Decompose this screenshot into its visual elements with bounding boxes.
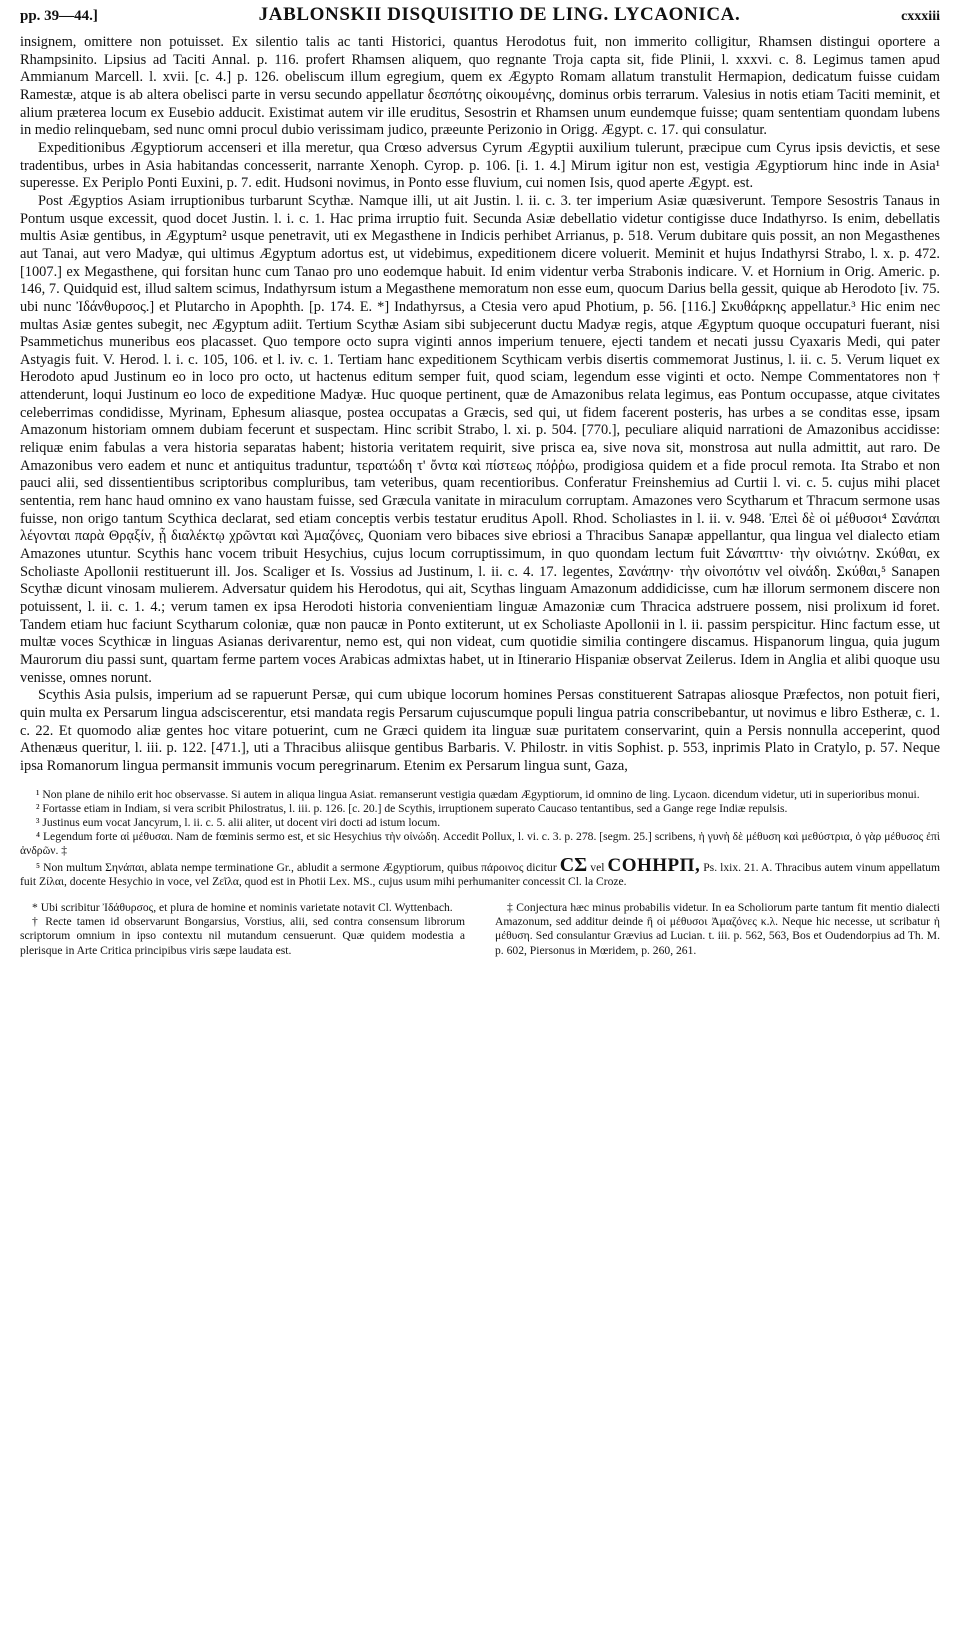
footnote-5-text: Ps. lxix. 21. A. Thracibus autem vinum appellatum fuit Ζίλαι, docente Hesychio in voce, vel Ζεῖλα, quod est in Photii Lex. MS., cujus usum mihi perhumaniter concessit Cl. la Croze. — [20, 861, 940, 889]
editor-note: * Ubi scribitur Ἰδάθυρσος, et plura de homine et nominis varietate notavit Cl. Wyttenbach. — [32, 901, 453, 915]
coptic-word: COHHPΠ, — [607, 855, 701, 877]
coptic-word: CΣ — [559, 854, 588, 877]
page — [20, 4, 940, 958]
footnote-5-text: ⁵ Non multum Σηνάπαι, ablata nempe terminatione Gr., abludit a sermone Ægyptiorum, quibus πάροινος dicitur — [36, 861, 557, 875]
page-range: pp. 39—44.] — [20, 8, 98, 24]
footnotes — [20, 788, 940, 890]
footnote: ² Fortasse etiam in Indiam, si vera scribit Philostratus, l. iii. p. 126. [c. 20.] de Scythis, irruptionem superato Caucaso tentantibus, sed a Gange rege Indiæ repulsis. — [36, 801, 788, 815]
footnote: ⁴ Legendum forte αἱ μέθυσαι. Nam de fœminis sermo est, et sic Hesychius τὴν οἰνώδη. Accedit Pollux, l. vi. c. 3. p. 278. [segm. 25.] scribens, ἡ γυνὴ δὲ μέθυση καὶ μεθύστρια, ὁ γὰρ μέθυσος ἐπὶ ἀνδρῶν. ‡ — [20, 829, 940, 857]
paragraph: Post Ægyptios Asiam irruptionibus turbarunt Scythæ. Namque illi, ut ait Justin. l. ii. c. 3. ter imperium Asiæ quæsiverunt. Tempore Sesostris Tanaus in Pontum usque excessit, quod docet Justin. l. i. c. 1. Hac prima irruptio fuit. Secunda Asiæ debellatio videtur contigisse duce Indathyrso. Is enim, debellatis multis Asiæ gentibus, in Ægyptum² usque penetravit, uti ex Megasthene in Indicis perhibet Arrianus, p. 518. Verum dubitare quis possit, an non Megasthenes aut Tanai, aut vero Madyæ, qui ultimus Ægyptum adortus est, ut videbimus, expeditionem dicere voluerit. Meminit et hujus Indathyrsi Strabo, l. x. p. 472. [1007.] ex Megasthene, qui forsitan hunc cum Tanao pro uno eodemque habuit. Id enim videntur verba Strabonis indicare. V. et Hornium in Orig. Americ. p. 146, 7. Quidquid est, illud saltem scimus, Indathyrsum istum a Megasthene memoratum non esse eum, quocum Darius bella gessit, quique ab Herodoto [iv. 75. ubi nunc Ἰδάνθυρσος.] et Plutarcho in Apophth. [p. 174. E. *] Indathyrsus, a Ctesia vero apud Photium, p. 56. [116.] Σκυθάρκης appellatur.³ Hic enim nec multas Asiæ gentes subegit, nec Ægyptum adiit. Tertium Scythæ Asiam sibi subjecerunt ductu Madyæ regis, atque Ægyptum quoque occupaturi fuerant, nisi Psammetichus muneribus eos placasset. Quo tempore octo supra viginti annos imperium tenuere, ejecti tandem et necati jussu Cyaxaris Medi, qui pater Astyagis fuit. V. Herod. l. i. c. 105, 106. et l. iv. c. 1. Tertiam hanc expeditionem Scythicam verbis disertis commemorat Justinus, l. ii. c. 5. Verum liquet ex Herodoto apud Justinum eo in loco pro octo, ut hactenus editum semper fuit, quod sciam, legendum esse viginti et octo. Nempe Commentatores non † attenderunt, loqui Justinum eo loco de expeditione Madyæ. Huc quoque pertinent, quæ de Amazonibus relata legimus, eas Pontum occupasse, atque civitates celeberrimas condidisse, Myrinam, Ephesum aliasque, postea occupatas a Græcis, sed qui, ut fidem facerent posteris, has urbes a se conditas esse, ipsam Amazonum historiam omnem dubiam fecerunt et suspectam. Hinc scribit Strabo, l. xi. p. 504. [770.], peculiare aliquid narrationi de Amazonibus accidisse: reliquæ enim fabulas a vera historia separatas habent; historia veritatem requirit, sive prisca ea, sive nova sit, monstrosa aut nulla admittit, aut raro. De Amazonibus vero eadem et nunc et antiquitus traduntur, τερατώδη τ' ὄντα καὶ πίστεως πόῤῥω, prodigiosa quidem et a fide procul remota. Ita Strabo et non pauci alii, sed dissentientibus scriptoribus compluribus, tam veteribus, quam recentioribus. Conferatur Freinshemius ad Curtii l. vi. c. 5. cujus mihi placet sententia, rem hanc haud omnino ex vano haustam fuisse, sed Græcula vanitate in miraculum corruptam. Amazones vero Scytharum et Thracum sermone usas fuisse, non origo tantum Scythica declarat, sed etiam conceptis verbis testatur eruditus Apoll. Rhod. Scholiastes in l. ii. v. 948. Ἐπεὶ δὲ οἱ μέθυσοι⁴ Σανάπαι λέγονται παρὰ Θρᾳξίν, ᾗ διαλέκτῳ χρῶνται καὶ Ἀμαζόνες, Quoniam vero bibaces sive ebriosi a Thracibus Sanapæ appellantur, qua lingua vel dialecto etiam Amazones utuntur. Scythis hanc vocem tribuit Hesychius, cujus locum corruptissimum, in quo quondam lectum fuit Σάναπτιν· τὴν οἰνιώτην. Σκύθαι, ex Scholiaste Apollonii restituerunt ill. Jos. Scaliger et Is. Vossius ad Justinum, l. ii. c. 4. 17. legentes, Σανάπην· τὴν οἰνοπότιν vel οἰνάδη. Σκύθαι,⁵ Sanapen Scythæ dicunt vinosam mulierem. Adversatur quidem his Herodotus, qui ait, Scythas linguam Amazonum addidicisse, cum hæ illorum sermonem discere non potuissent, l. ii. c. 1. 4.; verum tamen ex ipsa Herodoti historia convenientiam linguæ Amazoniæ cum Thracica adstruere possem, nisi prolixum id foret. Tandem etiam huc faciunt Scytharum coloniæ, quæ non paucæ in Ponto extiterunt, ut ex Scholiaste Apollonii in l. ii. passim perspicitur. Hinc factum esse, ut multæ voces Scythicæ in linguas Asianas derivarentur, nemo est, qui non videat, cum quotidie similia contingere discamus. Hispanorum lingua, quia jugum Maurorum diu passi sunt, quartam ferme partem voces Arabicas admixtas habet, ut in Itinerario Hispaniæ observat Zeilerus. Idem in Anglia et alibi quoque usu venisse, omnes norunt. — [20, 192, 940, 686]
paragraph: Scythis Asia pulsis, imperium ad se rapuerunt Persæ, qui cum ubique locorum homines Persas constituerent Satrapas aliosque Præfectos, non potuit fieri, quin multa ex Persarum lingua adsciscerentur, etsi mandata regis Persarum cujuscumque populi lingua patria conscribebantur, ut novimus e libro Estheræ, c. 1. c. 22. Et quomodo aliæ gentes hoc vitare potuerint, cum ne Græci quidem ita linguæ suæ puritatem conservarint, quin a Persis nonnulla acceperint, quod Athenæus queritur, l. iii. p. 122. [471.], uti a Thracibus aliisque gentibus Barbaris. V. Philostr. in vitis Sophist. p. 553, inprimis Plato in Cratylo, p. 57. Neque ipsa Romanorum lingua permansit immunis vocum peregrinarum. Etenim ex Persarum lingua sunt, Gaza, — [20, 687, 940, 774]
footnote: ³ Justinus eum vocat Jancyrum, l. ii. c. 5. alii aliter, ut docent viri docti ad istum locum. — [36, 815, 441, 829]
running-title: JABLONSKII DISQUISITIO DE LING. LYCAONICA. — [258, 4, 741, 25]
footnote: ¹ Non plane de nihilo erit hoc observasse. Si autem in aliqua lingua Asiat. remanserunt vestigia quædam Ægyptiorum, id omnino de ling. Lycaon. dicendum videtur, uti in superioribus monui. — [36, 787, 920, 801]
running-header — [20, 4, 940, 34]
footnote-5-vel: vel — [590, 861, 605, 875]
paragraph: Expeditionibus Ægyptiorum accenseri et illa meretur, qua Crœso adversus Cyrum Ægyptii auxilium tulerunt, præcipue cum Cyrus ipsis devictis, et sese tradentibus, urbes in Asia habitandas concesserit, narrante Xenoph. Cyrop. p. 106. [i. 1. 4.] Mirum igitur non est, vestigia Ægyptiorum hinc inde in Asia¹ superesse. Ex Periplo Ponti Euxini, p. 7. edit. Hudsoni novimus, in Ponto esse fluvium, cui nomen Isis, quod aperte Ægypt. est. — [20, 139, 940, 192]
editor-notes-left — [20, 901, 465, 957]
footnote-5 — [20, 854, 940, 889]
page-number: cxxxiii — [901, 9, 940, 24]
paragraph: insignem, omittere non potuisset. Ex silentio talis ac tanti Historici, quantus Herodotus fuit, non immerito colligitur, Rhamsen distingui oportere a Rhampsinito. Lipsius ad Taciti Annal. p. 116. profert Rhamsen aliquem, quo regnante Troja capta sit, fide Plinii, l. xxxvi. c. 8. Legimus tamen apud Ammianum Marcell. l. xvii. [c. 4.] p. 126. obeliscum illum egregium, quem ex Ægypto Romam allatum transtulit Hermapion, dedicatum fuisse cuidam Ramestæ, atque is ab altera obelisci parte in versu secundo appellatur δεσπότης οἰκουμένης, dominus orbis terrarum. Valesius in notis etiam Taciti meminit, et alium præterea locum ex Eusebio adducit. Existimat autem vir ille eruditus, Sesostrin et Rhamsen unum eundemque fuisse; quam sententiam quondam lubens in medio relinquebam, sed nunc omni procul dubio verissimam judico, præeunte Perizonio in Origg. Ægypt. c. 17. qui consulatur. — [20, 34, 940, 139]
editor-note: † Recte tamen id observarunt Bongarsius, Vorstius, alii, sed contra consensum librorum scriptorum omnium in ipso contextu nil mutandum censuerunt. Quæ quidem modestia a plerisque in Arte Critica principibus viris sæpe laudata est. — [20, 915, 465, 957]
editor-notes — [20, 901, 940, 957]
main-text — [20, 34, 940, 776]
editor-notes-right — [495, 901, 940, 957]
editor-note: ‡ Conjectura hæc minus probabilis videtur. In ea Scholiorum parte tantum fit mentio dialecti Amazonum, sed additur deinde ἢ οἱ μέθυσοι Ἀμαζόνες κ.λ. Neque hic necesse, ut scribatur ἡ μέθυση. Sed consulantur Grævius ad Lucian. t. iii. p. 562, 563, Bos et Oudendorpius ad Th. M. p. 602, Piersonus in Mœridem, p. 260, 261. — [495, 901, 940, 957]
